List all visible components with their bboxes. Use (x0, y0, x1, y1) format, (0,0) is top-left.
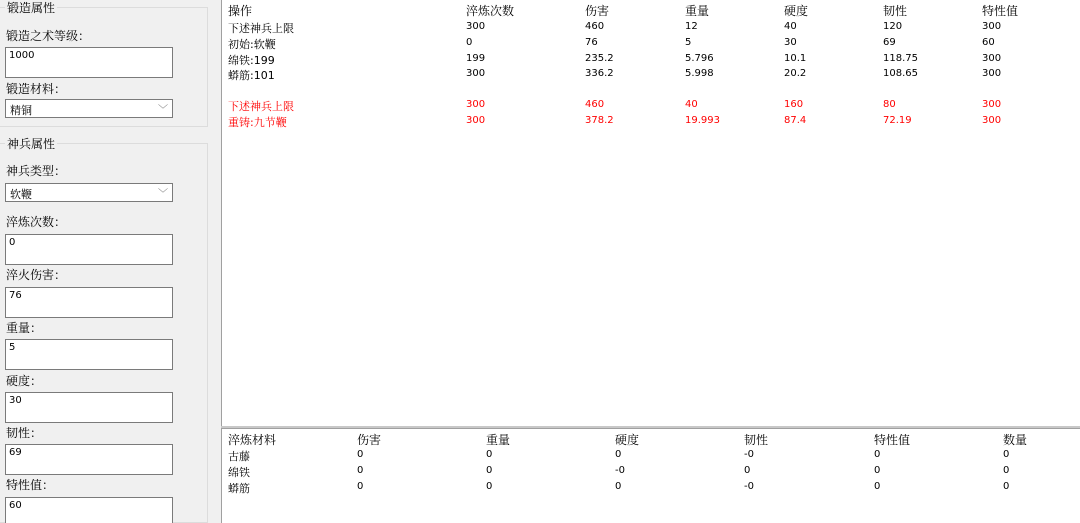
cell: 重铸:九节鞭 (228, 116, 287, 129)
forge-material-select[interactable] (5, 99, 173, 118)
cell: 235.2 (585, 53, 614, 64)
cell: 300 (466, 99, 486, 110)
cell: 460 (585, 21, 605, 32)
cell: 300 (466, 21, 486, 32)
cell: 0 (1003, 449, 1010, 460)
cell: 下述神兵上限 (228, 22, 294, 35)
cell: 下述神兵上限 (228, 100, 294, 113)
forge-group-title: 锻造属性 (7, 1, 56, 15)
col-header[interactable]: 伤害 (585, 4, 610, 18)
result-header-row (222, 2, 1080, 17)
cell: 初始:软鞭 (228, 38, 276, 51)
cell: 0 (1003, 465, 1010, 476)
col-header[interactable]: 淬炼材料 (228, 433, 277, 447)
cell: 0 (874, 449, 881, 460)
weapon-group-title: 神兵属性 (7, 137, 56, 151)
weapon-type-label: 神兵类型： (6, 164, 67, 178)
col-header[interactable]: 淬炼次数 (466, 4, 515, 18)
cell: 30 (784, 37, 797, 48)
cell: 5.998 (685, 68, 714, 79)
cell: 300 (982, 68, 1002, 79)
table-row[interactable] (222, 464, 1080, 479)
cell: 118.75 (883, 53, 918, 64)
cell: 300 (982, 53, 1002, 64)
col-header[interactable]: 重量 (486, 433, 511, 447)
col-header[interactable]: 韧性 (883, 4, 908, 18)
cell: 20.2 (784, 68, 807, 79)
cell: 336.2 (585, 68, 614, 79)
forge-material-value: 精铜 (10, 104, 32, 117)
hardness-label: 硬度： (6, 374, 43, 388)
table-row[interactable] (222, 20, 1080, 35)
cell: 0 (486, 449, 493, 460)
cell: 300 (466, 115, 486, 126)
refine-count-input[interactable]: 0 (5, 234, 173, 265)
weapon-type-value: 软鞭 (10, 188, 32, 201)
cell: 0 (486, 465, 493, 476)
cell: 蟒筋 (228, 482, 250, 495)
cell: 0 (874, 481, 881, 492)
cell: -0 (744, 449, 754, 460)
cell: 80 (883, 99, 896, 110)
cell: -0 (744, 481, 754, 492)
cell: 72.19 (883, 115, 912, 126)
table-row[interactable] (222, 448, 1080, 463)
cell: 160 (784, 99, 804, 110)
cell: 19.993 (685, 115, 720, 126)
hardness-input[interactable]: 30 (5, 392, 173, 423)
table-row[interactable] (222, 36, 1080, 51)
weapon-type-select[interactable] (5, 183, 173, 202)
cell: -0 (615, 465, 625, 476)
cell: 87.4 (784, 115, 807, 126)
cell: 5 (685, 37, 692, 48)
table-row[interactable] (222, 52, 1080, 67)
cell: 199 (466, 53, 486, 64)
chevron-down-icon: ﹀ (158, 189, 168, 200)
cell: 0 (466, 37, 473, 48)
toughness-input[interactable]: 69 (5, 444, 173, 475)
cell: 5.796 (685, 53, 714, 64)
cell: 0 (874, 465, 881, 476)
col-header[interactable]: 特性值 (874, 433, 911, 447)
quench-damage-label: 淬火伤害： (6, 268, 67, 282)
col-header[interactable]: 硬度 (615, 433, 640, 447)
material-list[interactable] (221, 428, 1080, 523)
cell: 120 (883, 21, 903, 32)
col-header[interactable]: 特性值 (982, 4, 1019, 18)
toughness-label: 韧性： (6, 426, 43, 440)
cell: 300 (982, 21, 1002, 32)
cell: 378.2 (585, 115, 614, 126)
table-row[interactable] (222, 114, 1080, 129)
cell: 300 (982, 99, 1002, 110)
cell: 0 (357, 449, 364, 460)
weight-input[interactable]: 5 (5, 339, 173, 370)
forge-level-input[interactable]: 1000 (5, 47, 173, 78)
col-header[interactable]: 伤害 (357, 433, 382, 447)
cell: 69 (883, 37, 896, 48)
col-header[interactable]: 操作 (228, 4, 253, 18)
cell: 0 (357, 465, 364, 476)
table-row[interactable] (222, 67, 1080, 82)
cell: 300 (466, 68, 486, 79)
cell: 绵铁:199 (228, 54, 275, 67)
cell: 300 (982, 115, 1002, 126)
cell: 蟒筋:101 (228, 69, 275, 82)
result-list[interactable] (221, 0, 1080, 426)
cell: 0 (744, 465, 751, 476)
chevron-down-icon: ﹀ (158, 105, 168, 116)
cell: 12 (685, 21, 698, 32)
cell: 古藤 (228, 450, 250, 463)
refine-count-label: 淬炼次数： (6, 215, 67, 229)
material-header-row (222, 431, 1080, 446)
weight-label: 重量： (6, 321, 43, 335)
quench-damage-input[interactable]: 76 (5, 287, 173, 318)
cell: 0 (615, 481, 622, 492)
table-row[interactable] (222, 98, 1080, 113)
cell: 0 (1003, 481, 1010, 492)
cell: 40 (685, 99, 698, 110)
cell: 10.1 (784, 53, 807, 64)
forge-level-label: 锻造之术等级： (6, 29, 91, 43)
cell: 60 (982, 37, 995, 48)
table-row[interactable] (222, 480, 1080, 495)
cell: 40 (784, 21, 797, 32)
col-header[interactable]: 硬度 (784, 4, 809, 18)
trait-input[interactable]: 60 (5, 497, 173, 523)
col-header[interactable]: 重量 (685, 4, 710, 18)
left-panel (0, 0, 216, 523)
cell: 76 (585, 37, 598, 48)
cell: 0 (486, 481, 493, 492)
col-header[interactable]: 数量 (1003, 433, 1028, 447)
cell: 0 (357, 481, 364, 492)
trait-label: 特性值： (6, 478, 55, 492)
cell: 绵铁 (228, 466, 250, 479)
col-header[interactable]: 韧性 (744, 433, 769, 447)
cell: 460 (585, 99, 605, 110)
cell: 108.65 (883, 68, 918, 79)
forge-material-label: 锻造材料： (6, 82, 67, 96)
cell: 0 (615, 449, 622, 460)
